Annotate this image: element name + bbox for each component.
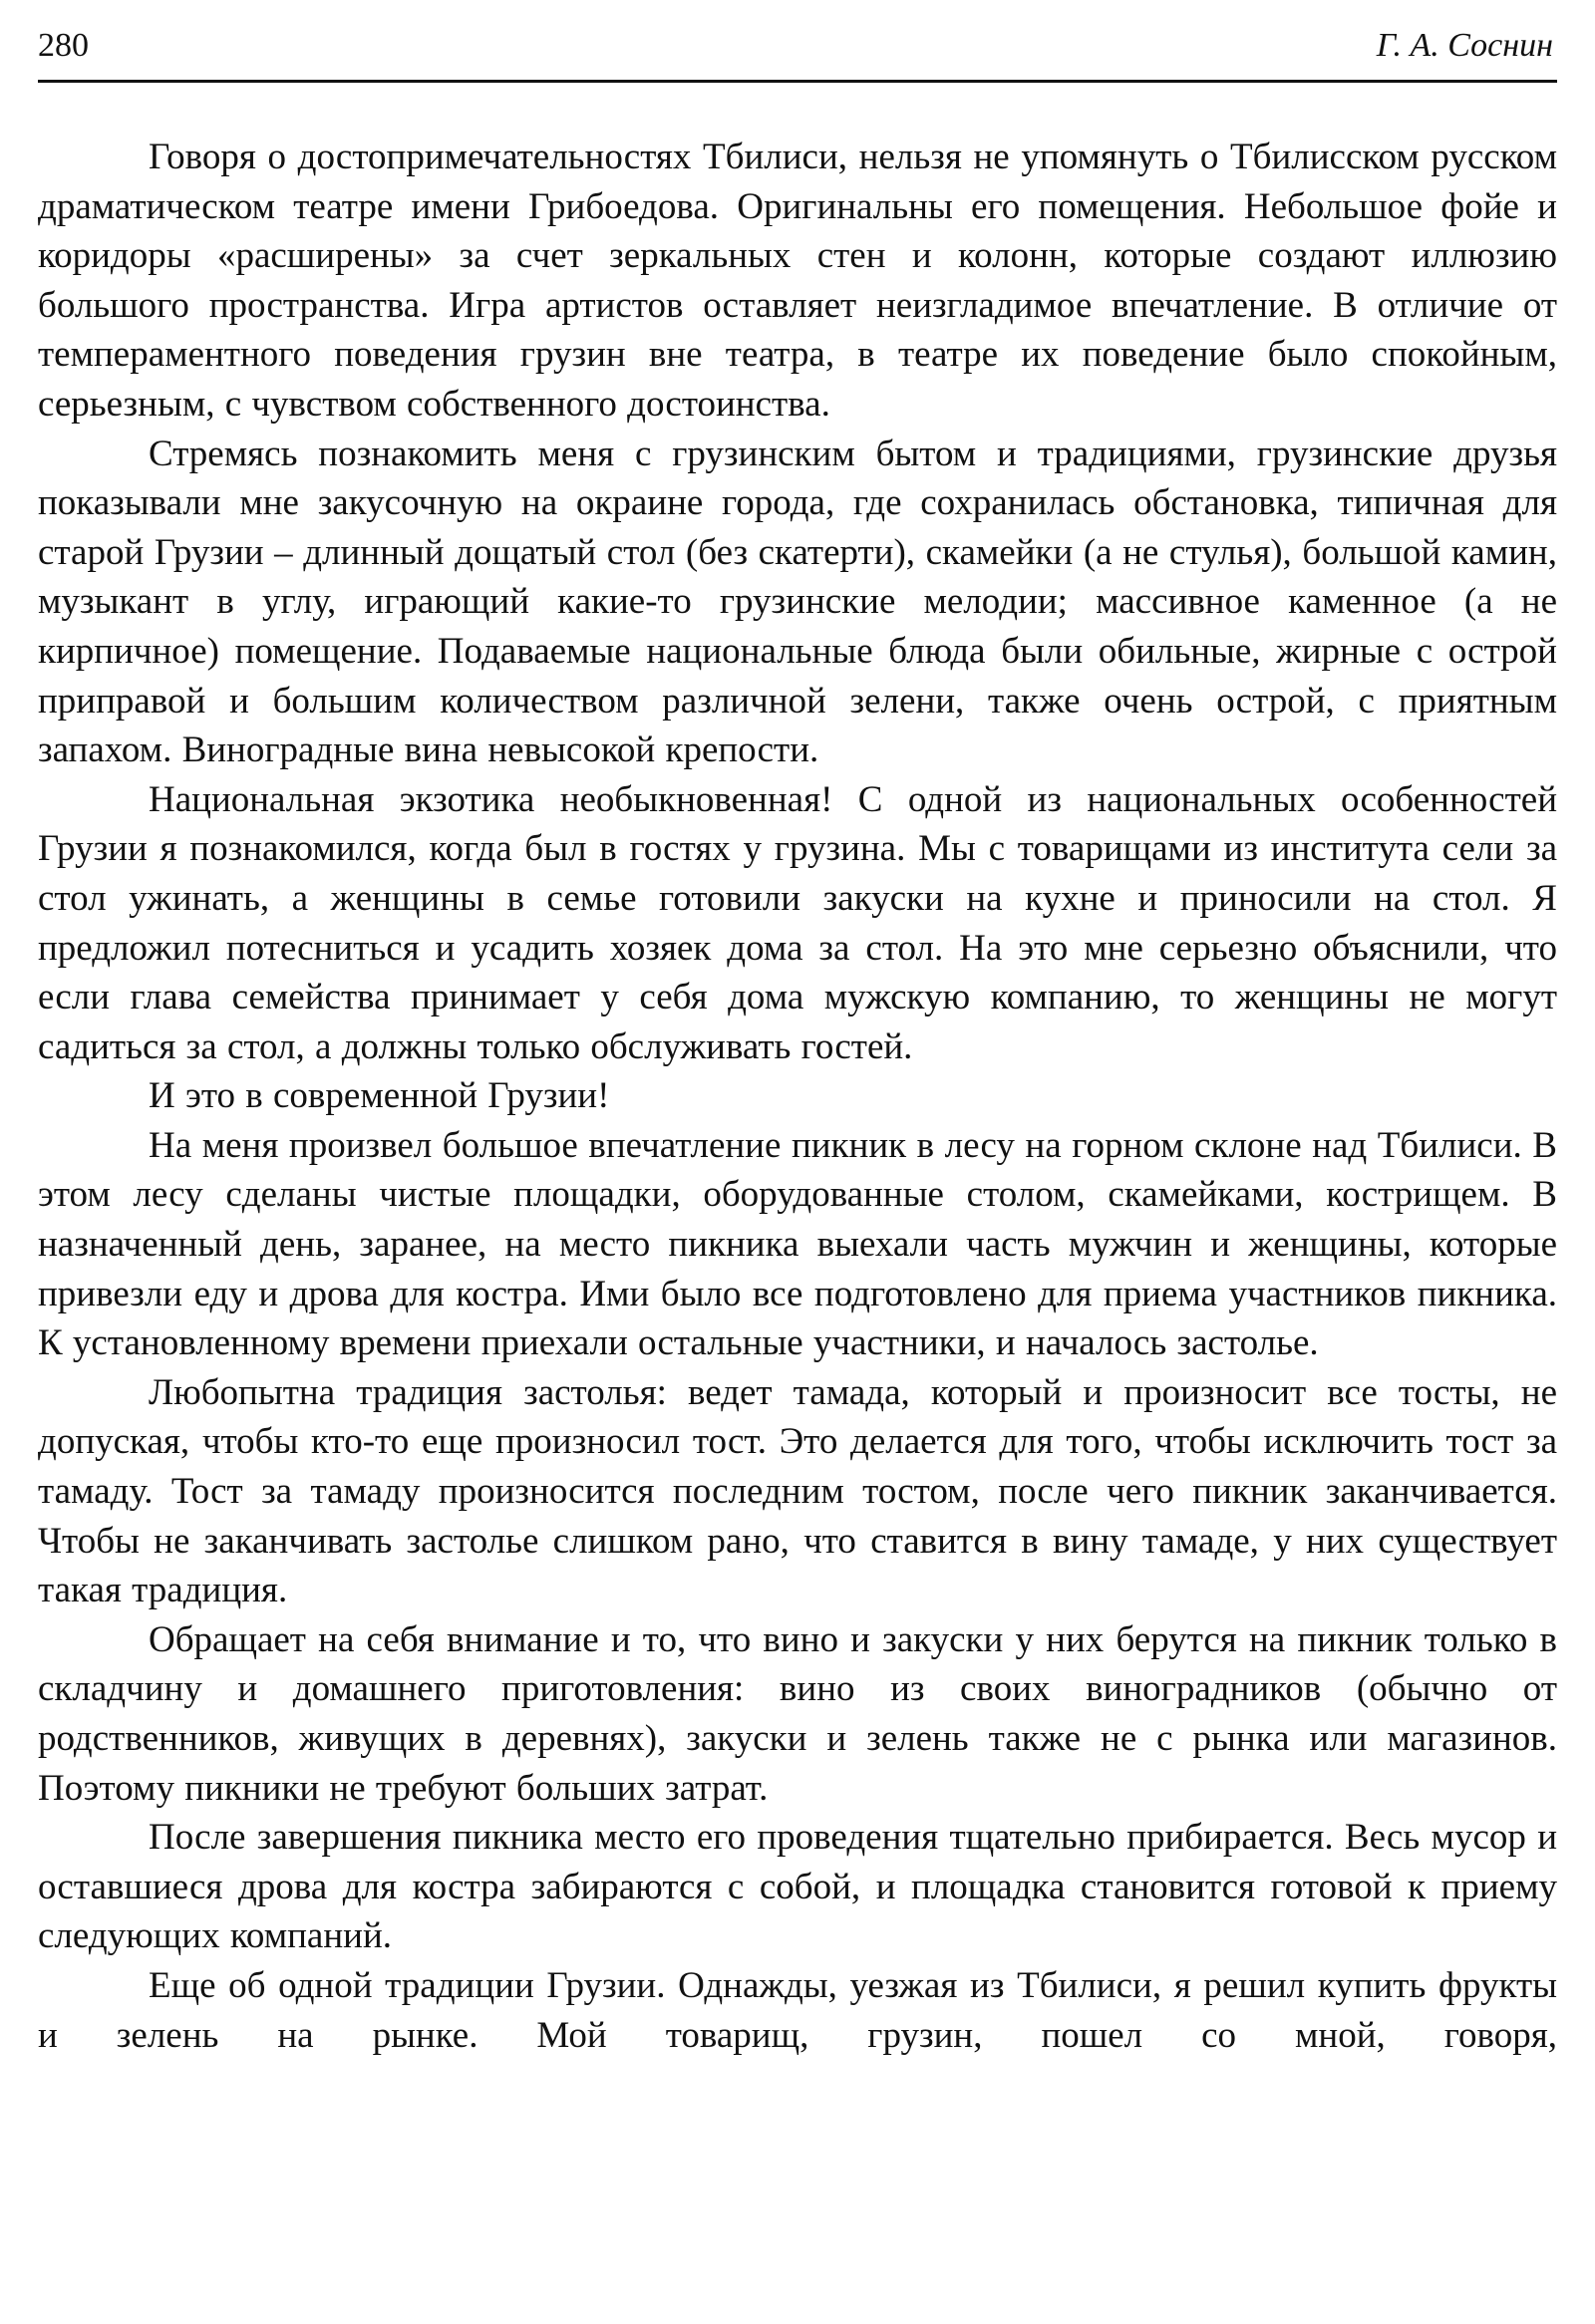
paragraph: Еще об одной традиции Грузии. Однажды, уезжая из Тбилиси, я решил купить фрукты и зелень на рынке. Мой товарищ, грузин, пошел со мной, говоря, — [38, 1964, 1557, 2056]
paragraph: Стремясь познакомить меня с грузинским бытом и традициями, грузинские друзья показывали мне закусочную на окраине города, где сохранилась обстановка, типичная для старой Грузии – длинный дощатый стол (без скатерти), скамейки (а не стулья), большой камин, музыкант в углу, играющий какие-то грузинские мелодии; массивное каменное (а не кирпичное) помещение. Подаваемые национальные блюда были обильные, жирные с острой приправой и большим количеством различной зелени, также очень острой, с приятным запахом. Виноградные вина невысокой крепости. — [38, 433, 1557, 771]
running-head-author: Г. А. Соснин — [1376, 27, 1553, 64]
body-text — [38, 133, 1557, 2060]
paragraph: Национальная экзотика необыкновенная! С одной из национальных особенностей Грузии я познакомился, когда был в гостях у грузина. Мы с товарищами из института сели за стол ужинать, а женщины в семье готовили закуски на кухне и приносили на стол. Я предложил потесниться и усадить хозяек дома за стол. На это мне серьезно объяснили, что если глава семейства принимает у себя дома мужскую компанию, то женщины не могут садиться за стол, а должны только обслуживать гостей. — [38, 778, 1557, 1067]
paragraph: На меня произвел большое впечатление пикник в лесу на горном склоне над Тбилиси. В этом лесу сделаны чистые площадки, оборудованные столом, скамейками, кострищем. В назначенный день, заранее, на место пикника выехали часть мужчин и женщины, которые привезли еду и дрова для костра. Ими было все подготовлено для приема участников пикника. К установленному времени приехали остальные участники, и началось застолье. — [38, 1124, 1557, 1364]
paragraph: Любопытна традиция застолья: ведет тамада, который и произносит все тосты, не допуская, чтобы кто-то еще произносил тост. Это делается для того, чтобы исключить тост за тамаду. Тост за тамаду произносится последним тостом, после чего пикник заканчивается. Чтобы не заканчивать застолье слишком рано, что ставится в вину тамаде, у них существует такая традиция. — [38, 1371, 1557, 1611]
paragraph: Обращает на себя внимание и то, что вино и закуски у них берутся на пикник только в складчину и домашнего приготовления: вино из своих виноградников (обычно от родственников, живущих в деревнях), закуски и зелень также не с рынка или магазинов. Поэтому пикники не требуют больших затрат. — [38, 1618, 1557, 1809]
page-number: 280 — [38, 27, 89, 64]
paragraph: Говоря о достопримечательностях Тбилиси, нельзя не упомянуть о Тбилисском русском драматическом театре имени Грибоедова. Оригинальны его помещения. Небольшое фойе и коридоры «расширены» за счет зеркальных стен и колонн, которые создают иллюзию большого пространства. Игра артистов оставляет неизгладимое впечатление. В отличие от темпераментного поведения грузин вне театра, в театре их поведение было спокойным, серьезным, с чувством собственного достоинства. — [38, 137, 1557, 425]
paragraph: После завершения пикника место его проведения тщательно прибирается. Весь мусор и оставшиеся дрова для костра забираются с собой, и площадка становится готовой к приему следующих компаний. — [38, 1817, 1557, 1957]
page-header — [38, 22, 1557, 83]
paragraph: И это в современной Грузии! — [149, 1075, 610, 1117]
